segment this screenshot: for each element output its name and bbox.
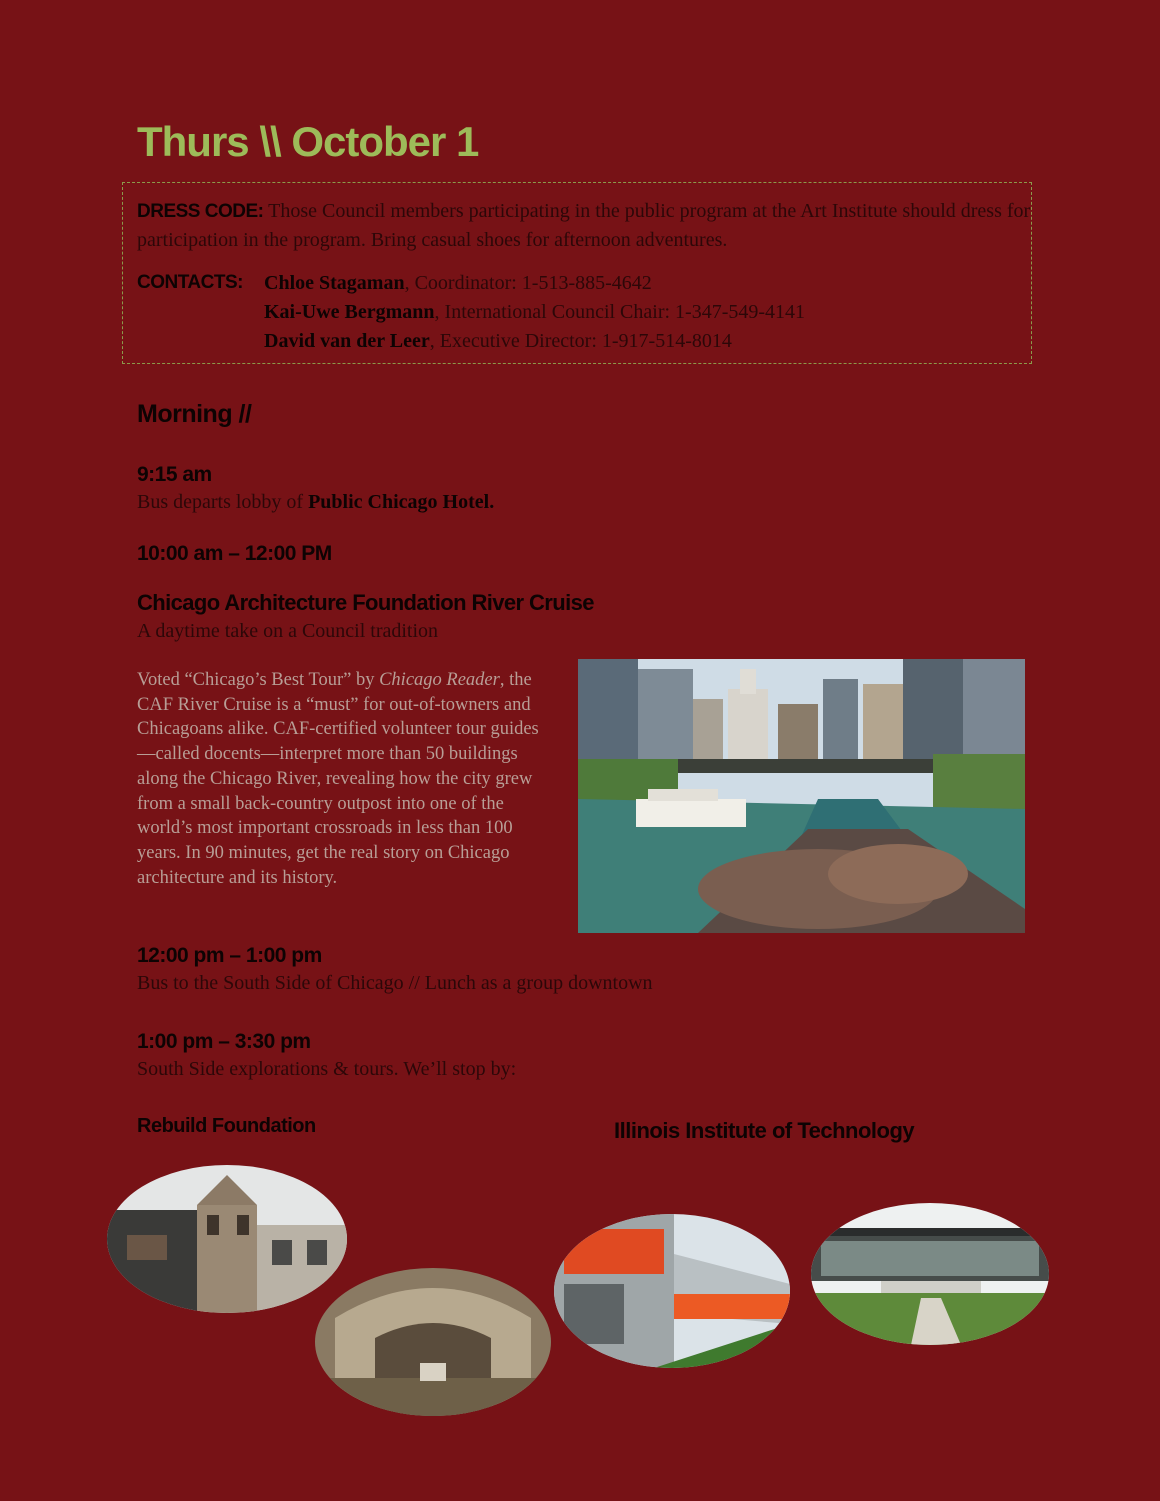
- rebuild-interior-photo: [315, 1268, 551, 1416]
- contact-name: Chloe Stagaman: [264, 272, 405, 294]
- contact-role: , International Council Chair: 1-347-549-4141: [434, 301, 806, 323]
- contact-line: [264, 301, 805, 324]
- event-text: South Side explorations & tours. We’ll stop by:: [137, 1058, 517, 1080]
- desc-pre: Voted “Chicago’s Best Tour” by: [137, 670, 380, 690]
- event-text-plain: Bus departs lobby of: [137, 491, 309, 513]
- event-text: [137, 491, 494, 514]
- event-text: Bus to the South Side of Chicago // Lunch as a group downtown: [137, 972, 653, 994]
- page-title: Thurs \\ October 1: [137, 118, 479, 165]
- rebuild-house-photo: [107, 1165, 347, 1313]
- contact-name: David van der Leer: [264, 330, 430, 352]
- contact-role: , Coordinator: 1-513-885-4642: [404, 272, 652, 294]
- place-title-iit: Illinois Institute of Technology: [614, 1118, 915, 1143]
- contact-name: Kai-Uwe Bergmann: [264, 301, 435, 323]
- dress-code-label: DRESS CODE:: [137, 201, 264, 222]
- contact-line: [264, 272, 652, 295]
- event-title: Chicago Architecture Foundation River Cruise: [137, 590, 594, 615]
- dress-code: [137, 197, 1032, 255]
- event-time: 10:00 am – 12:00 PM: [137, 542, 332, 565]
- event-time: 1:00 pm – 3:30 pm: [137, 1030, 311, 1053]
- event-time: 9:15 am: [137, 463, 212, 486]
- desc-italic: Chicago Reader: [379, 670, 500, 690]
- event-description: [137, 668, 547, 890]
- contacts-label: CONTACTS:: [137, 272, 243, 293]
- place-title-rebuild: Rebuild Foundation: [137, 1115, 316, 1137]
- iit-crown-hall-photo: [811, 1203, 1049, 1345]
- dress-code-text: Those Council members participating in the public program at the Art Institute should dress for participation in the program. Bring casual shoes for afternoon adventures.: [137, 200, 1031, 251]
- iit-building-orange-photo: [554, 1214, 790, 1368]
- event-time: 12:00 pm – 1:00 pm: [137, 944, 322, 967]
- river-cruise-photo: [578, 659, 1025, 933]
- desc-post: , the CAF River Cruise is a “must” for out-of-towners and Chicagoans alike. CAF-certified volunteer tour guides—called docents—interpret more than 50 buildings along the Chicago River, revealing how the city grew from a small back-country outpost into one of the world’s most important crossroads in less than 100 years. In 90 minutes, get the real story on Chicago architecture and its history.: [137, 670, 539, 888]
- section-heading-morning: Morning //: [137, 400, 252, 428]
- contact-role: , Executive Director: 1-917-514-8014: [429, 330, 732, 352]
- event-subtitle: A daytime take on a Council tradition: [137, 620, 439, 642]
- contact-line: [264, 330, 732, 353]
- event-text-bold: Public Chicago Hotel.: [308, 491, 495, 513]
